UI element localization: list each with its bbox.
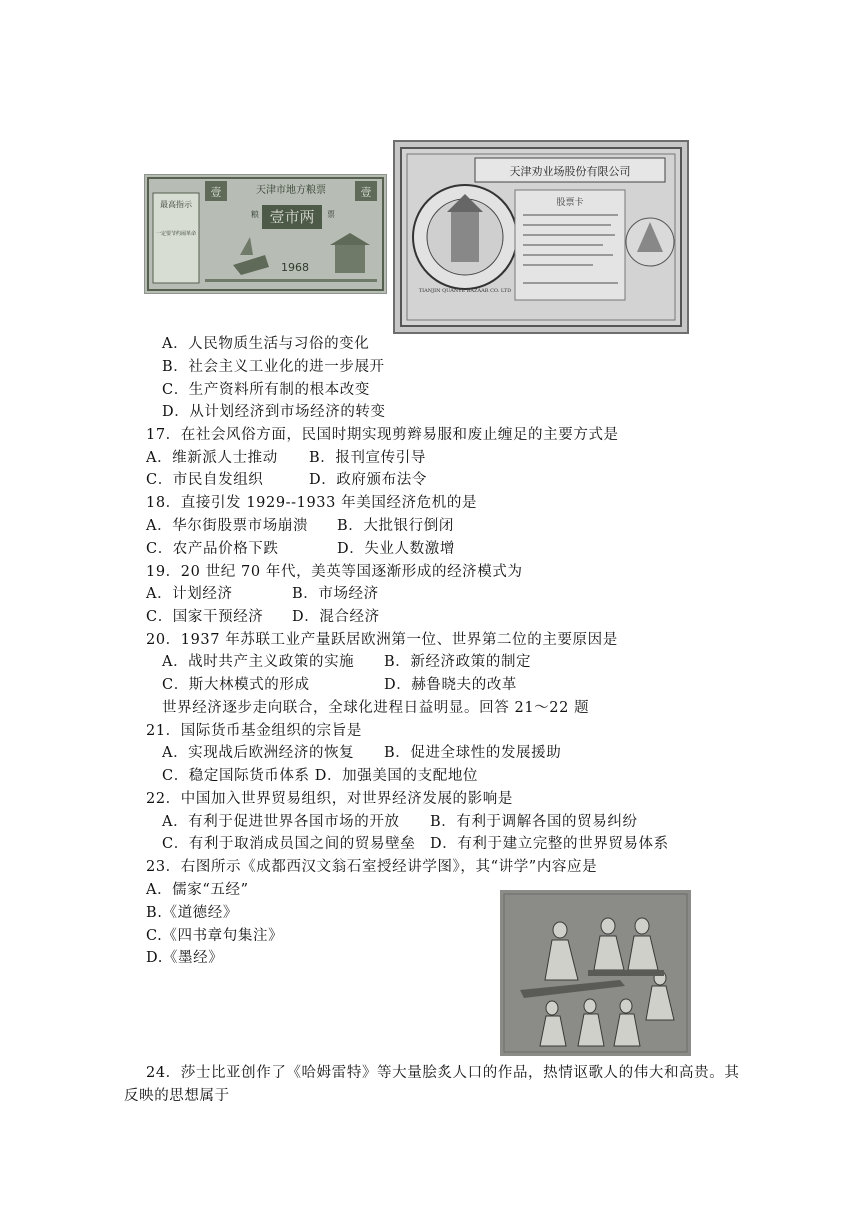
q22-option-b: B．有利于调解各国的贸易纠纷 [430,814,638,830]
coupon-label-left: 粮 [251,210,259,219]
q24-stem-line1: 24．莎士比亚创作了《哈姆雷特》等大量脍炙人口的作品，热情讴歌人的伟大和高贵。其 [146,1065,740,1081]
q16-option-b: B．社会主义工业化的进一步展开 [162,359,385,375]
lecture-rubbing-image [500,890,691,1056]
q17-option-b: B．报刊宣传引导 [309,450,426,466]
section-intro: 世界经济逐步走向联合，全球化进程日益明显。回答 21～22 题 [162,700,590,716]
q17-option-d: D．政府颁布法令 [309,472,427,488]
coupon-label-right: 票 [327,210,335,219]
q18-option-d: D．失业人数激增 [337,541,455,557]
q18-option-c: C．农产品价格下跌 [146,541,279,557]
q20-option-d: D．赫鲁晓夫的改革 [384,677,518,693]
stock-company-name: 天津劝业场股份有限公司 [509,165,631,178]
q19-option-c: C．国家干预经济 [146,609,264,625]
stock-card-image [393,140,689,334]
q19-option-b: B．市场经济 [292,586,379,602]
coupon-year: 1968 [281,261,309,274]
ration-coupon-image [144,174,387,294]
q16-option-a: A．人民物质生活与习俗的变化 [162,336,370,352]
stock-card-title: 股票卡 [556,198,584,208]
q23-stem: 23．右图所示《成都西汉文翁石室授经讲学图》，其“讲学”内容应是 [146,859,598,875]
q24-stem-line2: 反映的思想属于 [124,1088,230,1104]
q21-option-b: B．促进全球性的发展援助 [384,745,562,761]
coupon-value: 壹市两 [269,208,315,226]
q19-option-a: A．计划经济 [146,586,233,602]
q16-option-d: D．从计划经济到市场经济的转变 [162,404,386,420]
q23-option-d: D.《墨经》 [146,950,224,966]
q20-option-b: B．新经济政策的制定 [384,654,532,670]
q23-option-b: B.《道德经》 [146,905,238,921]
q22-option-a: A．有利于促进世界各国市场的开放 [162,814,400,830]
coupon-left-box-title: 最高指示 [160,200,192,209]
q21-option-cd: C．稳定国际货币体系 D．加强美国的支配地位 [162,768,479,784]
q18-option-b: B．大批银行倒闭 [337,518,454,534]
q20-option-a: A．战时共产主义政策的实施 [162,654,355,670]
q17-option-c: C．市民自发组织 [146,472,264,488]
q22-option-d: D．有利于建立完整的世界贸易体系 [430,836,669,852]
q23-option-c: C.《四书章句集注》 [146,928,284,944]
q17-option-a: A．维新派人士推动 [146,450,278,466]
q18-stem: 18．直接引发 1929--1933 年美国经济危机的是 [146,495,478,511]
q21-option-a: A．实现战后欧洲经济的恢复 [162,745,355,761]
coupon-left-box-text: 一定要节约闹革命 [155,231,197,237]
q21-stem: 21．国际货币基金组织的宗旨是 [146,723,362,739]
q22-stem: 22．中国加入世界贸易组织，对世界经济发展的影响是 [146,791,513,807]
coupon-corner-right: 壹 [360,186,372,199]
coupon-title: 天津市地方粮票 [256,185,326,196]
q17-stem: 17．在社会风俗方面，民国时期实现剪辫易服和废止缠足的主要方式是 [146,427,619,443]
q19-stem: 19．20 世纪 70 年代，美英等国逐渐形成的经济模式为 [146,564,523,580]
stock-seal-text: TIANJIN QUANYE BAZAAR CO. LTD [418,288,512,294]
q20-option-c: C．斯大林模式的形成 [162,677,310,693]
q20-stem: 20．1937 年苏联工业产量跃居欧洲第一位、世界第二位的主要原因是 [146,632,618,648]
q18-option-a: A．华尔街股票市场崩溃 [146,518,309,534]
q16-option-c: C．生产资料所有制的根本改变 [162,382,370,398]
q19-option-d: D．混合经济 [292,609,380,625]
coupon-corner-left: 壹 [210,186,222,199]
q23-option-a: A．儒家“五经” [146,882,249,898]
q22-option-c: C．有利于取消成员国之间的贸易壁垒 [162,836,416,852]
